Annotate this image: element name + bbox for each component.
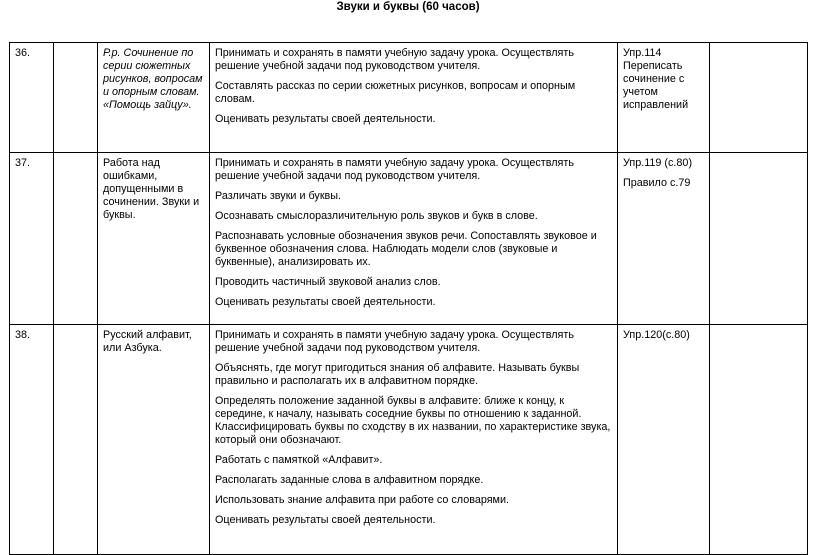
table-row — [10, 153, 808, 325]
lesson-topic: Р.р. Сочинение по серии сюжетных рисунков, вопросам и опорным словам. «Помощь зайцу». — [98, 43, 210, 153]
lesson-activities — [210, 43, 618, 153]
activity-text: Составлять рассказ по серии сюжетных рисунков, вопросам и опорным словам. — [215, 80, 576, 105]
table-row — [10, 325, 808, 555]
homework-text: Правило с.79 — [623, 177, 691, 189]
lesson-number: 36. — [10, 43, 54, 153]
activity-text: Оценивать результаты своей деятельности. — [215, 514, 436, 526]
homework-text: Упр.120(с.80) — [623, 329, 690, 341]
lesson-activities — [210, 325, 618, 555]
empty-cell — [710, 153, 808, 325]
activity-text: Различать звуки и буквы. — [215, 190, 342, 202]
activity-text: Осознавать смыслоразличительную роль звуков и букв в слове. — [215, 210, 538, 222]
lesson-number: 37. — [10, 153, 54, 325]
page-title: Звуки и буквы (60 часов) — [336, 1, 480, 13]
activity-text: Располагать заданные слова в алфавитном порядке. — [215, 474, 484, 486]
lesson-homework — [618, 325, 710, 555]
activity-text: Определять положение заданной буквы в алфавите: ближе к концу, к середине, к началу, называть соседние буквы по отношению к заданной. Классифицировать буквы по сходству в их названии, по характеристике звука, который они обозначают. — [215, 395, 611, 446]
activity-text: Принимать и сохранять в памяти учебную задачу урока. Осуществлять решение учебной задачи под руководством учителя. — [215, 329, 574, 354]
lesson-topic: Русский алфавит, или Азбука. — [98, 325, 210, 555]
lesson-number: 38. — [10, 325, 54, 555]
activity-text: Проводить частичный звуковой анализ слов. — [215, 276, 441, 288]
table-row — [10, 43, 808, 153]
empty-cell — [54, 43, 98, 153]
lesson-homework — [618, 43, 710, 153]
activity-text: Принимать и сохранять в памяти учебную задачу урока. Осуществлять решение учебной задачи под руководством учителя. — [215, 47, 574, 72]
empty-cell — [54, 153, 98, 325]
lesson-homework — [618, 153, 710, 325]
activity-text: Объяснять, где могут пригодиться знания об алфавите. Называть буквы правильно и располагать их в алфавитном порядке. — [215, 362, 580, 387]
empty-cell — [710, 43, 808, 153]
empty-cell — [54, 325, 98, 555]
lesson-topic: Работа над ошибками, допущенными в сочинении. Звуки и буквы. — [98, 153, 210, 325]
activity-text: Работать с памяткой «Алфавит». — [215, 454, 383, 466]
activity-text: Принимать и сохранять в памяти учебную задачу урока. Осуществлять решение учебной задачи под руководством учителя. — [215, 157, 574, 182]
homework-text: Упр.119 (с.80) — [623, 157, 693, 169]
activity-text: Распознавать условные обозначения звуков речи. Сопоставлять звуковое и буквенное обозначения слова. Наблюдать модели слов (звуковые и буквенные), анализировать их. — [215, 230, 597, 268]
homework-text: Упр.114 Переписать сочинение с учетом исправлений — [623, 47, 689, 111]
activity-text: Использовать знание алфавита при работе со словарями. — [215, 494, 510, 506]
lesson-plan-table — [9, 42, 808, 555]
activity-text: Оценивать результаты своей деятельности. — [215, 296, 436, 308]
empty-cell — [710, 325, 808, 555]
activity-text: Оценивать результаты своей деятельности. — [215, 113, 436, 125]
lesson-activities — [210, 153, 618, 325]
